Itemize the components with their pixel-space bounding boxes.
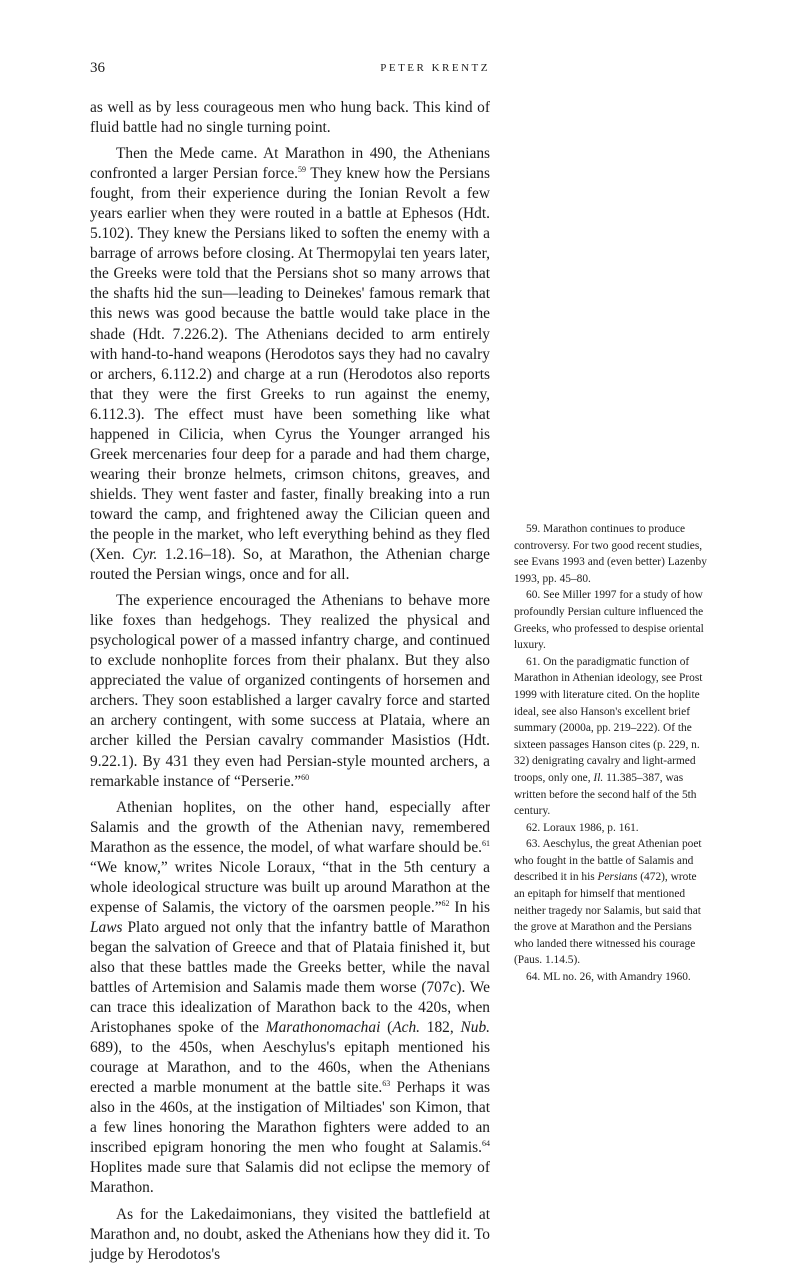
text-run: 11.385–387, was written before the second half of the 5th century. — [514, 771, 697, 818]
page-number: 36 — [90, 60, 105, 76]
text-run: Plato argued not only that the infantry battle of Marathon began the salvation of Greece and that of Plataia finished it, but also that these battles made the Greeks better, while the naval battles of Artemision and Salamis made them worse (707c). We can trace this idealization of Marathon back to the 420s, when Aristophanes spoke of the — [90, 918, 490, 1037]
text-run: As for the Lakedaimonians, they visited the battlefield at Marathon and, no doubt, asked the Athenians how they did it. To judge by Herodotos's — [90, 1205, 490, 1263]
text-run: In his — [449, 898, 490, 916]
text-run: 59. Marathon continues to produce controversy. For two good recent studies, see Evans 1993 and (even better) Lazenby 1993, pp. 45–80. — [514, 523, 707, 585]
footnote — [514, 521, 708, 587]
page-header — [90, 60, 490, 84]
text-run: 182, — [420, 1019, 461, 1037]
italic-text: Il. — [593, 771, 604, 784]
running-head: PETER KRENTZ — [380, 62, 490, 74]
text-run: “We know,” writes Nicole Loraux, “that in the 5th century a whole ideological structure was built up around Marathon at the expense of Salamis, the victory of the oarsmen people.” — [90, 858, 490, 916]
text-run: (472), wrote an epitaph for himself that mentioned neither tragedy nor Salamis, but said that the grove at Marathon and the Persians who landed there witnessed his courage (Paus. 1.14.5). — [514, 871, 701, 967]
text-run: Perhaps it was also in the 460s, at the instigation of Miltiades' son Kimon, that a few lines honoring the Marathon fighters were added to an inscribed epigram honoring the men who fought at Salamis. — [90, 1079, 491, 1157]
footnote — [514, 587, 708, 653]
main-text — [90, 98, 490, 1271]
text-run: as well as by less courageous men who hung back. This kind of fluid battle had no single turning point. — [90, 99, 490, 137]
footnote — [514, 969, 708, 986]
footnote — [514, 820, 708, 837]
text-run: 1.2.16–18). So, at Marathon, the Athenian charge routed the Persian wings, once and for all. — [90, 546, 490, 584]
footnote-ref: 61 — [482, 838, 490, 848]
text-run: Hoplites made sure that Salamis did not eclipse the memory of Marathon. — [90, 1159, 490, 1197]
footnotes — [514, 521, 708, 986]
body-paragraph — [90, 144, 490, 585]
italic-text: Nub. — [460, 1019, 490, 1037]
text-run: ( — [380, 1019, 393, 1037]
text-run: 64. ML no. 26, with Amandry 1960. — [526, 971, 691, 984]
footnote-ref: 63 — [382, 1079, 391, 1089]
text-run: Then the Mede came. At Marathon in 490, the Athenians confronted a larger Persian force. — [90, 145, 490, 183]
body-paragraph — [90, 591, 490, 791]
text-run: 61. On the paradigmatic function of Marathon in Athenian ideology, see Prost 1999 with literature cited. On the hoplite ideal, see also Hanson's excellent brief summary (2000a, pp. 219–222). Of the sixteen passages Hanson cites (p. 229, n. 32) denigrating cavalry and light-armed troops, only one, — [514, 655, 703, 784]
italic-text: Ach. — [392, 1019, 421, 1037]
footnote-ref: 59 — [298, 165, 307, 175]
italic-text: Marathonomachai — [265, 1019, 381, 1037]
footnote — [514, 836, 708, 969]
body-paragraph — [90, 1205, 490, 1265]
text-run: 62. Loraux 1986, p. 161. — [526, 821, 639, 834]
text-run: 60. See Miller 1997 for a study of how profoundly Persian culture influenced the Greeks, who professed to despise oriental luxury. — [514, 589, 704, 652]
text-run: Athenian hoplites, on the other hand, especially after Salamis and the growth of the Athenian navy, remembered Marathon as the essence, the model, of what warfare should be. — [90, 798, 490, 856]
text-run: They knew how the Persians fought, from their experience during the Ionian Revolt a few years earlier when they were routed in a battle at Ephesos (Hdt. 5.102). They knew the Persians liked to soften the enemy with a barrage of arrows before closing. At Thermopylai ten years later, the Greeks were told that the Persians shot so many arrows that the shafts hid the sun—leading to Deinekes' famous remark that this news was good because the battle would take place in the shade (Hdt. 7.226.2). The Athenians decided to arm entirely with hand-to-hand weapons (Herodotos says they had no cavalry or archers, 6.112.2) and charge at a run (Herodotos also reports that they were the first Greeks to run against the enemy, 6.112.3). The effect must have been something like what happened in Cilicia, when Cyrus the Younger arranged his Greek mercenaries four deep for a parade and had them charge, wearing their bronze helmets, crimson chitons, greaves, and shields. They went faster and faster, finally breaking into a run toward the camp, and frightened away the Cilician queen and the people in the market, who left everything behind as they fled (Xen. — [90, 165, 490, 564]
body-paragraph — [90, 98, 490, 138]
italic-text: Cyr. — [132, 546, 158, 564]
text-run: The experience encouraged the Athenians to behave more like foxes than hedgehogs. They realized the physical and psychological power of a massed infantry charge, and continued to exclude nonhoplite forces from their phalanx. But they also appreciated the value of organized contingents of horsemen and archers. They soon established a larger cavalry force and started an archery contingent, with some success at Plataia, where an archer killed the Persian cavalry commander Masistios (Hdt. 9.22.1). By 431 they even had Persian-style mounted archers, a remarkable instance of “Perserie.” — [90, 592, 490, 790]
text-run: 63. Aeschylus, the great Athenian poet who fought in the battle of Salamis and described it in his — [514, 838, 702, 884]
footnote-ref: 62 — [441, 898, 450, 908]
italic-text: Persians — [597, 871, 638, 884]
footnote — [514, 654, 708, 820]
footnote-ref: 64 — [482, 1139, 490, 1149]
footnote-ref: 60 — [301, 772, 310, 782]
italic-text: Laws — [90, 918, 123, 936]
text-run: 689), to the 450s, when Aeschylus's epitaph mentioned his courage at Marathon, and to the 460s, when the Athenians erected a marble monument at the battle site. — [90, 1039, 490, 1097]
body-paragraph — [90, 798, 490, 1199]
